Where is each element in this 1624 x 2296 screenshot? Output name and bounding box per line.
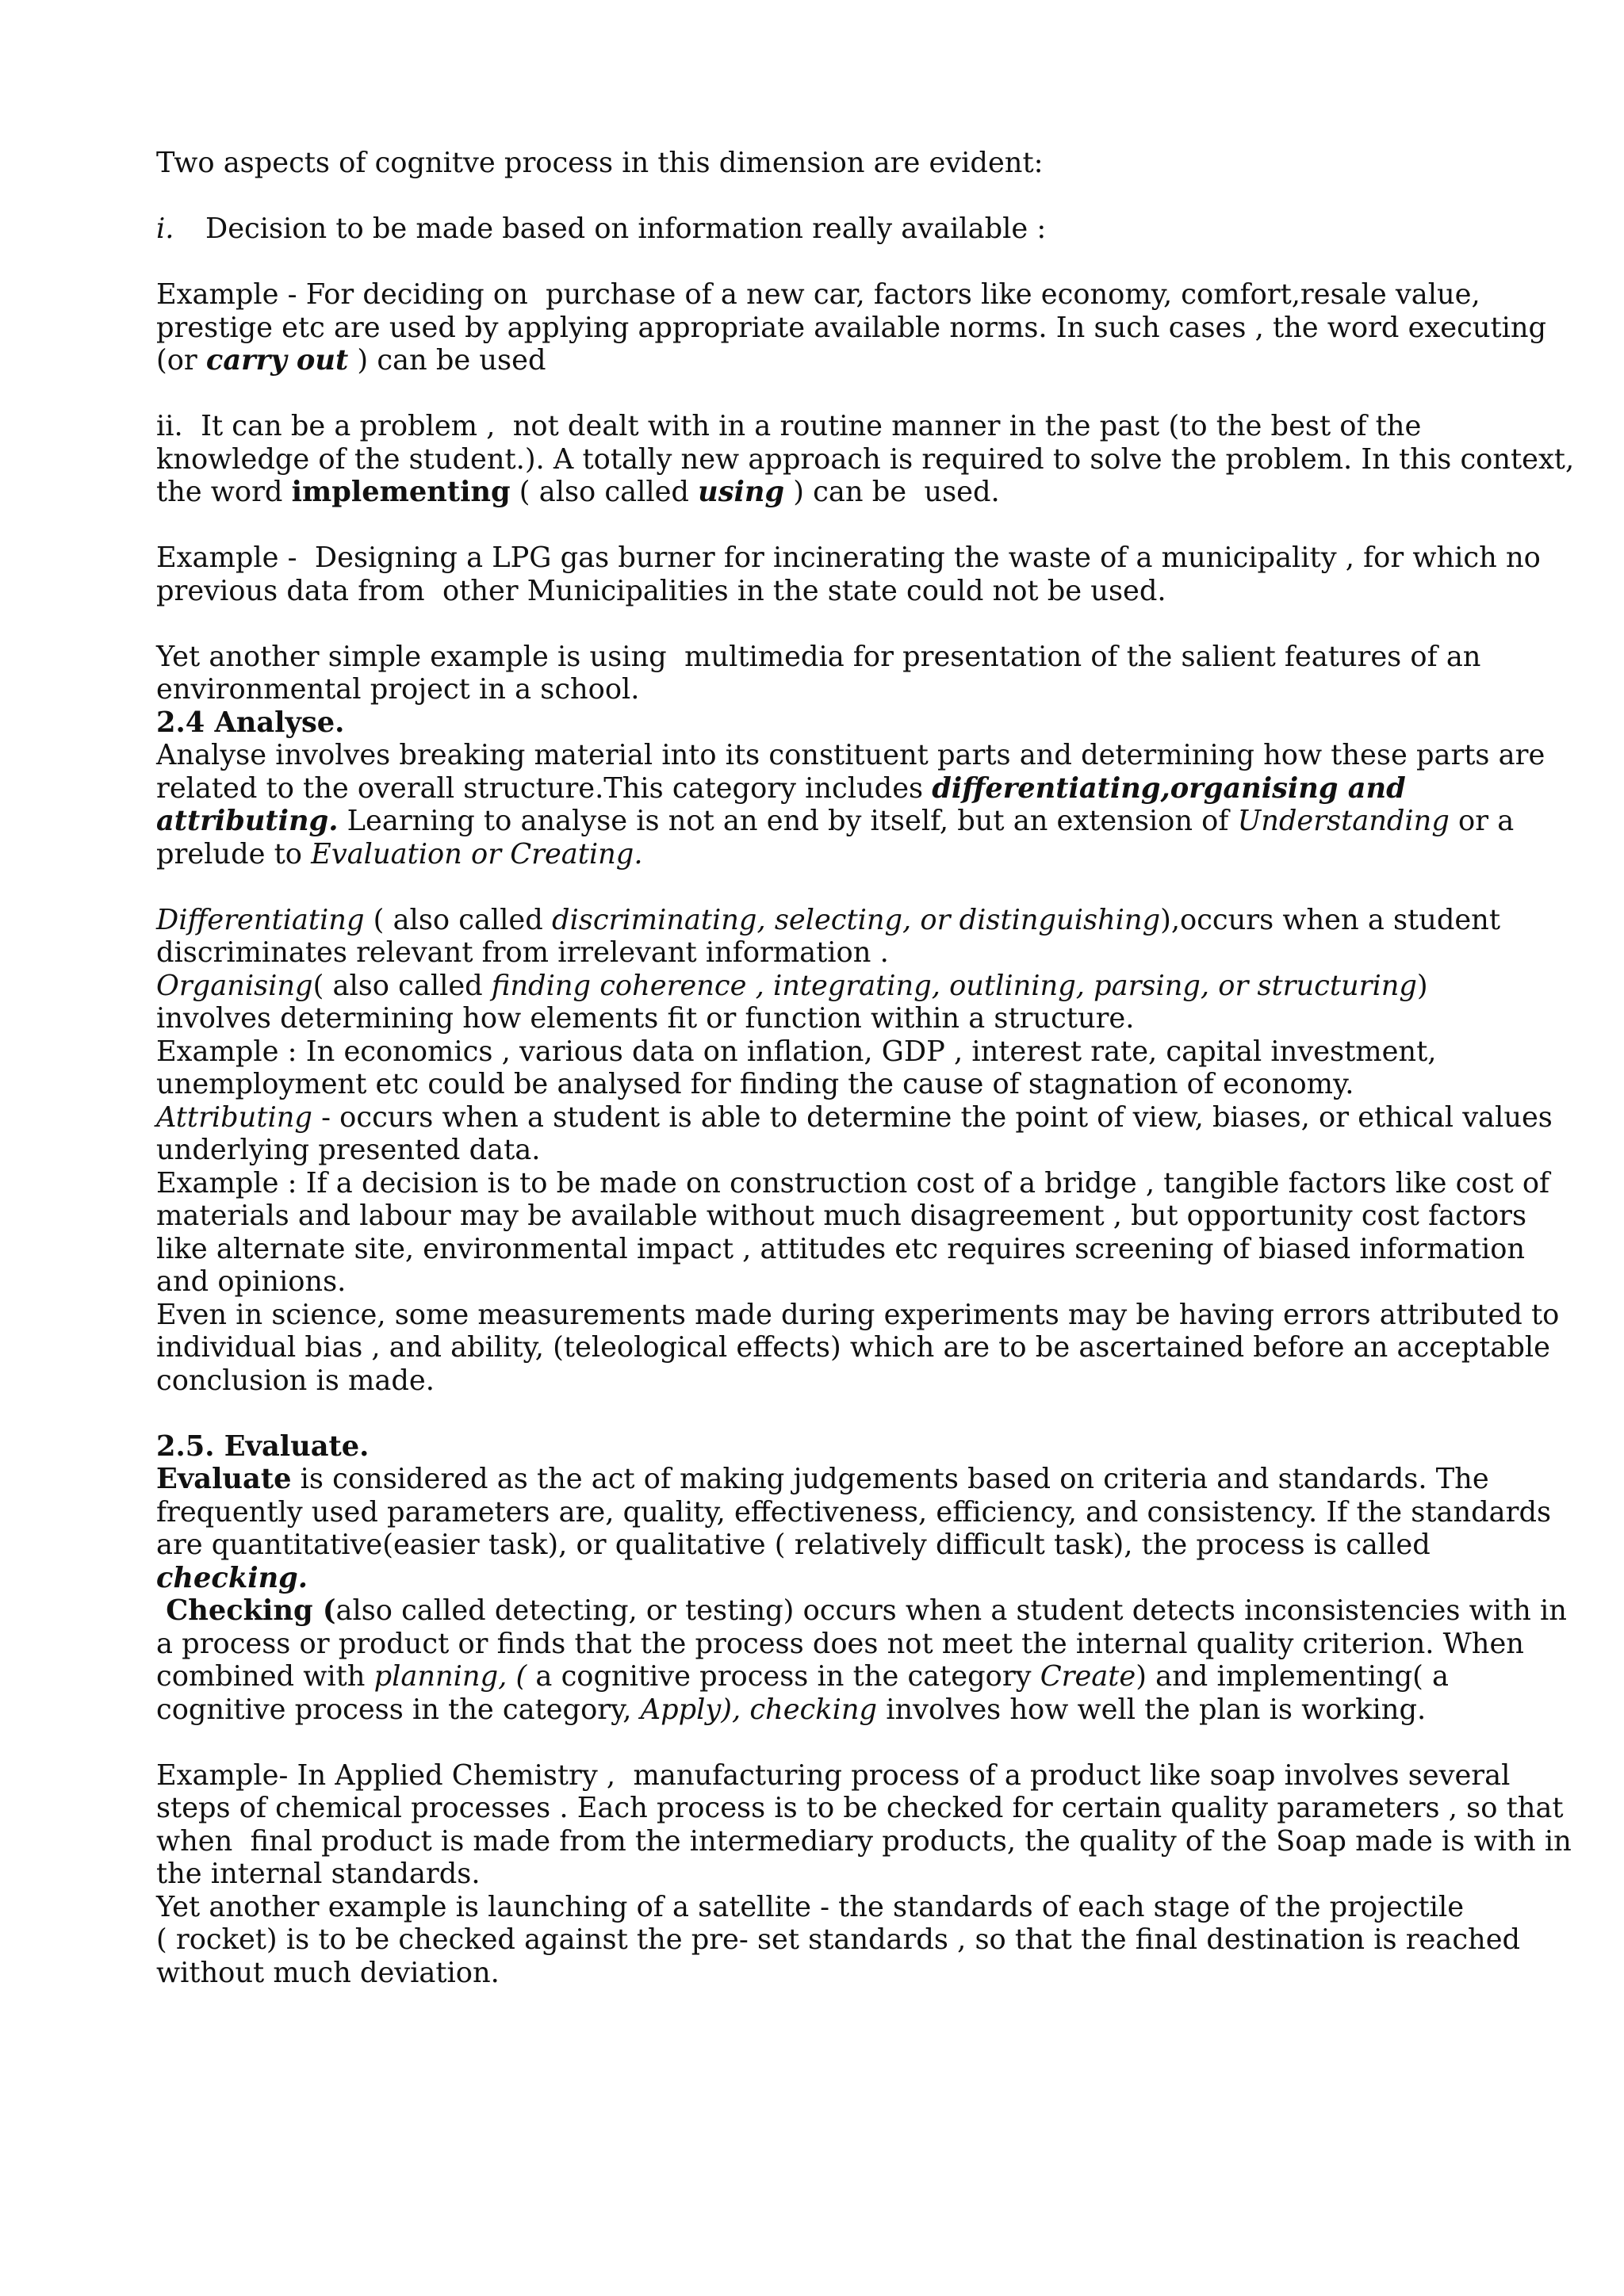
emphasis-evaluation-creating: Evaluation or Creating. [311,837,643,871]
document-page [156,147,1575,1989]
text-line: unemployment etc could be analysed for finding the cause of stagnation of economy. [156,1068,1354,1100]
text-line: Example - Designing a LPG gas burner for incinerating the waste of a municipality , for which no [156,541,1541,574]
text-line: Example : In economics , various data on inflation, GDP , interest rate, capital investment, [156,1035,1437,1068]
text-line: Example- In Applied Chemistry , manufacturing process of a product like soap involves several [156,1758,1511,1792]
text-line: Yet another example is launching of a satellite - the standards of each stage of the projectile [156,1890,1465,1923]
text-line: a process or product or finds that the process does not meet the internal quality criterion. When [156,1627,1524,1660]
emphasis-attributing: attributing. [156,805,339,837]
text-run: or a [1449,805,1515,837]
text-run: involves how well the plan is working. [877,1693,1427,1726]
intro-paragraph [156,147,1504,180]
text-run: discriminating, selecting, or distinguishing [551,903,1161,936]
text-run: ) [1416,969,1428,1002]
text-line: prestige etc are used by applying appropriate available norms. In such cases , the word executing [156,311,1547,344]
text-run: the word [156,476,292,508]
text-line: Analyse involves breaking material into its constituent parts and determining how these parts are [156,739,1545,771]
term-checking: Checking ( [156,1594,336,1627]
text-line: environmental project in a school. [156,673,640,706]
text-run: prelude to [156,837,312,871]
section-heading-analyse: 2.4 Analyse. [156,706,345,739]
text-line: conclusion is made. [156,1364,435,1397]
text-run: a cognitive process in the category [527,1660,1040,1693]
text-line: ( rocket) is to be checked against the pre- set standards , so that the final destination is reached [156,1923,1521,1956]
text-line: underlying presented data. [156,1134,541,1166]
analyse-intro-paragraph [156,739,1545,871]
text-run: is considered as the act of making judgements based on criteria and standards. The [291,1463,1489,1495]
text-line: individual bias , and ability, (teleological effects) which are to be ascertained before an acceptable [156,1331,1550,1364]
text-line: Example - For deciding on purchase of a new car, factors like economy, comfort,resale value, [156,278,1480,311]
text-line: when final product is made from the intermediary products, the quality of the Soap made is with in [156,1824,1572,1858]
text-run: Learning to analyse is not an end by itself, but an extension of [338,805,1238,837]
text-run: Apply), checking [640,1693,878,1726]
text-line: materials and labour may be available without much disagreement , but opportunity cost factors [156,1200,1527,1232]
example-lpg-paragraph [156,541,1541,607]
text-line: Even in science, some measurements made during experiments may be having errors attributed to [156,1298,1560,1331]
text-run: - occurs when a student is able to determine the point of view, biases, or ethical values [312,1100,1553,1134]
item-i-label: i. [156,212,174,245]
text-run: ) and implementing( a [1136,1660,1450,1693]
term-attributing: Attributing [156,1100,312,1134]
text-line: discriminates relevant from irrelevant information . [156,936,889,969]
emphasis-carry-out: carry out [205,344,349,377]
text-line: steps of chemical processes . Each process is to be checked for certain quality parameters , so that [156,1792,1564,1824]
text-line: involves determining how elements fit or function within a structure. [156,1002,1135,1035]
text-line: Example : If a decision is to be made on construction cost of a bridge , tangible factors like cost of [156,1166,1550,1200]
text-run: ),occurs when a student [1160,903,1500,936]
text-line: frequently used parameters are, quality, effectiveness, efficiency, and consistency. If the standards [156,1495,1552,1529]
text-run: finding coherence , integrating, outlining, parsing, or structuring [491,969,1417,1002]
emphasis-using: using [698,476,785,508]
emphasis-implementing: implementing [291,476,511,508]
text-run: ( also called [510,476,699,508]
text-run: ( also called [364,903,552,936]
text-run: related to the overall structure.This category includes [156,771,933,805]
text-run: combined with [156,1660,374,1693]
analyse-details-paragraph [156,903,1560,1398]
section-heading-evaluate: 2.5. Evaluate. [156,1429,370,1463]
text-run: planning, ( [373,1660,527,1693]
text-line: previous data from other Municipalities in the state could not be used. [156,574,1166,607]
emphasis-checking: checking. [156,1561,308,1594]
item-i-text: Decision to be made based on information really available : [205,212,1047,245]
evaluate-intro-paragraph [156,1463,1567,1726]
text-line: knowledge of the student.). A totally new approach is required to solve the problem. In this context, [156,442,1575,476]
emphasis-differentiating-organising: differentiating,organising and [932,771,1406,805]
emphasis-understanding: Understanding [1237,805,1450,837]
term-differentiating: Differentiating [156,903,365,936]
text-line: ii. It can be a problem , not dealt with in a routine manner in the past (to the best of the [156,410,1422,442]
text-run: ( also called [312,969,492,1002]
text-line: and opinions. [156,1265,347,1298]
item-i-paragraph [156,212,1504,246]
evaluate-examples-paragraph [156,1758,1572,1990]
term-organising: Organising [156,969,313,1002]
text-run: (or [156,344,206,377]
text-run: also called detecting, or testing) occurs when a student detects inconsistencies with in [335,1594,1567,1627]
intro-line: Two aspects of cognitve process in this dimension are evident: [156,147,1044,179]
text-line: without much deviation. [156,1956,500,1989]
text-line: like alternate site, environmental impact , attitudes etc requires screening of biased information [156,1232,1526,1265]
text-run: cognitive process in the category, [156,1693,641,1726]
text-line: the internal standards. [156,1858,481,1890]
text-line: Yet another simple example is using multimedia for presentation of the salient features of an [156,640,1481,673]
example-car-paragraph [156,278,1547,377]
text-run: Create [1040,1660,1136,1693]
item-ii-paragraph [156,410,1575,509]
text-run: ) can be used. [784,476,1000,508]
term-evaluate: Evaluate [156,1463,292,1495]
text-run: ) can be used [348,344,546,377]
text-line: are quantitative(easier task), or qualitative ( relatively difficult task), the process is called [156,1529,1431,1561]
example-multimedia-paragraph [156,641,1504,706]
